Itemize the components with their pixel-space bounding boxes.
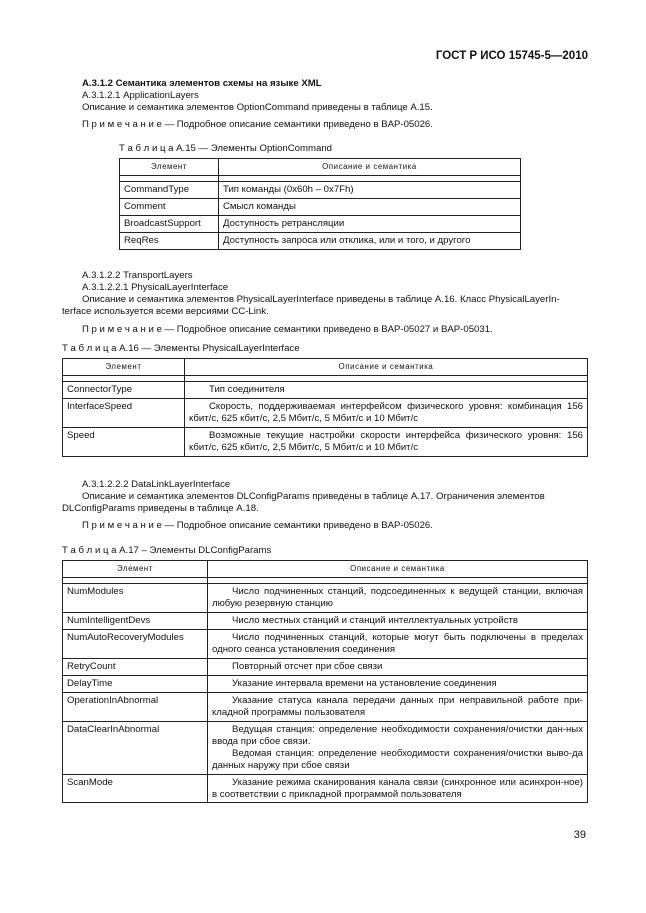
table-row [63, 381, 588, 398]
cell-text: Указание режима сканирования канала связи (синхронное или асинхрон-ное) в соответствии с прикладной программой пользователя [212, 776, 583, 800]
cell-text: Указание статуса канала передачи данных при неправильной работе при-кладной программы пользователя [212, 694, 583, 718]
table-row [63, 629, 588, 658]
table-a16 [62, 358, 588, 457]
note [82, 119, 588, 131]
cell-element: NumAutoRecoveryModules [63, 629, 208, 658]
table-a16-block [62, 343, 588, 457]
section-datalink [82, 479, 588, 503]
table-row [63, 398, 588, 427]
cell-description: Тип команды (0x60h – 0x7Fh) [219, 181, 521, 198]
paragraph: Описание и семантика элементов OptionCommand приведены в таблице А.15. [82, 101, 433, 113]
cell-element: Comment [120, 198, 219, 215]
table-caption: Т а б л и ц а А.17 – Элементы DLConfigParams [62, 545, 272, 556]
cell-description [185, 427, 588, 456]
cell-element: NumIntelligentDevs [63, 612, 208, 629]
paragraph: terface используется всеми версиями CC-Link. [62, 306, 269, 317]
table-row [63, 692, 588, 721]
table-row [120, 181, 521, 198]
note-a16 [82, 324, 588, 336]
section-transport-layers [82, 270, 588, 306]
cell-description [185, 398, 588, 427]
cell-element: BroadcastSupport [120, 215, 219, 232]
cell-description [208, 629, 588, 658]
subsection-title: А.3.1.2.2.1 PhysicalLayerInterface [82, 281, 229, 293]
page-number: 39 [573, 829, 586, 841]
cell-text: Число подчиненных станций, подсоединенных к ведущей станции, включая любую резервную станцию [212, 585, 583, 609]
cell-description [208, 774, 588, 803]
cell-text: Возможные текущие настройки скорости интерфейса физического уровня: 156 кбит/с, 625 кбит/с, 2,5 Мбит/с, 5 Мбит/с и 10 Мбит/с [189, 429, 583, 453]
table-row [63, 427, 588, 456]
cell-element: DataClearInAbnormal [63, 721, 208, 774]
note-text: — Подробное описание семантики приведено в BAP-05026. [161, 520, 433, 531]
table-caption: Т а б л и ц а А.16 — Элементы PhysicalLayerInterface [62, 343, 300, 354]
table-row [63, 774, 588, 803]
section-a3-1-2 [82, 78, 588, 131]
table-row [120, 198, 521, 215]
table-a17-block [62, 545, 588, 803]
note [82, 324, 588, 336]
column-header: Описание и семантика [208, 560, 588, 577]
note-text: — Подробное описание семантики приведено в BAP-05026. [161, 118, 433, 130]
column-header: Элемент [120, 158, 219, 175]
column-header: Элемент [63, 358, 185, 375]
table-row [63, 612, 588, 629]
cell-description: Смысл команды [219, 198, 521, 215]
cell-description [208, 612, 588, 629]
paragraph: DLConfigParams приведены в таблице А.18. [62, 503, 259, 514]
table-row [63, 658, 588, 675]
subsection-title: А.3.1.2.2 TransportLayers [82, 270, 193, 281]
note [82, 520, 588, 532]
cell-element: DelayTime [63, 675, 208, 692]
cell-element: ConnectorType [63, 381, 185, 398]
column-header: Элемент [63, 560, 208, 577]
document-id: ГОСТ Р ИСО 15745-5—2010 [435, 50, 588, 62]
table-row [63, 721, 588, 774]
cell-element: NumModules [63, 583, 208, 612]
table-row [120, 215, 521, 232]
table-a15 [119, 158, 521, 250]
cell-description [208, 583, 588, 612]
column-header: Описание и семантика [219, 158, 521, 175]
cell-element: OperationInAbnormal [63, 692, 208, 721]
cell-description: Доступность ретрансляции [219, 215, 521, 232]
cell-description [208, 675, 588, 692]
cell-element: Speed [63, 427, 185, 456]
cell-text: Указание интервала времени на установление соединения [232, 677, 497, 689]
cell-description [208, 692, 588, 721]
column-header: Описание и семантика [185, 358, 588, 375]
table-row [120, 232, 521, 249]
paragraph: Описание и семантика элементов DLConfigParams приведены в таблице А.17. Ограничения элементов [82, 490, 545, 502]
table-caption: Т а б л и ц а А.15 — Элементы OptionCommand [119, 143, 333, 154]
subsection-title: А.3.1.2.1 ApplicationLayers [82, 89, 199, 101]
cell-element: CommandType [120, 181, 219, 198]
table-row [63, 675, 588, 692]
note-text: — Подробное описание семантики приведено в BAP-05027 и BAP-05031. [161, 324, 493, 335]
subsection-title: А.3.1.2.2.2 DataLinkLayerInterface [82, 479, 231, 490]
paragraph-continuation [62, 306, 588, 318]
cell-description: Доступность запроса или отклика, или и того, и другого [219, 232, 521, 249]
cell-text: Ведомая станция: определение необходимости сохранения/очистки выво-да данных наружу при сбое связи [212, 747, 583, 771]
cell-element: ReqRes [120, 232, 219, 249]
cell-text: Ведущая станция: определение необходимости сохранения/очистки дан-ных ввода при сбое связи. [212, 723, 583, 747]
note-a17 [82, 520, 588, 532]
cell-element: ScanMode [63, 774, 208, 803]
cell-text: Число местных станций и станций интеллектуальных устройств [232, 614, 519, 626]
cell-description [185, 381, 588, 398]
cell-description [208, 658, 588, 675]
note-label: П р и м е ч а н и е [82, 324, 162, 335]
cell-text: Число подчиненных станций, которые могут быть подключены в пределах одного сеанса установления соединения [212, 631, 583, 655]
section-heading: А.3.1.2 Семантика элементов схемы на языке XML [82, 78, 322, 89]
cell-text: Тип соединителя [209, 383, 285, 395]
cell-description [208, 721, 588, 774]
table-row [63, 583, 588, 612]
table-a17 [62, 560, 588, 804]
cell-element: RetryCount [63, 658, 208, 675]
note-label: П р и м е ч а н и е [82, 118, 162, 130]
cell-text: Повторный отсчет при сбое связи [232, 660, 383, 672]
cell-element: InterfaceSpeed [63, 398, 185, 427]
cell-text: Скорость, поддерживаемая интерфейсом физического уровня: комбинация 156 кбит/с, 625 кбит/с, 2,5 Мбит/с, 5 Мбит/с и 10 Мбит/с [189, 400, 583, 424]
note-label: П р и м е ч а н и е [82, 520, 162, 531]
table-a15-block [119, 143, 521, 250]
paragraph-continuation [62, 503, 588, 515]
paragraph: Описание и семантика элементов PhysicalLayerInterface приведены в таблице А.16. Класс PhysicalLayerIn- [82, 293, 560, 305]
